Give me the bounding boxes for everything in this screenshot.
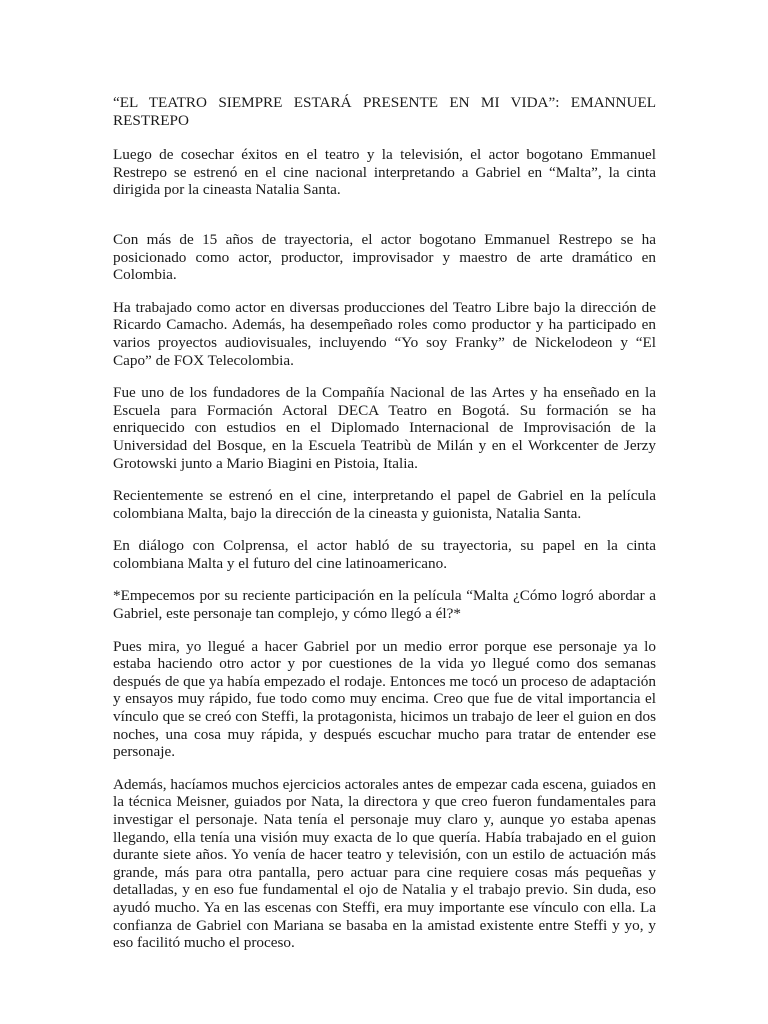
interview-answer: Además, hacíamos muchos ejercicios actorales antes de empezar cada escena, guiados en la técnica Meisner, guiados por Nata, la directora y que creo fueron fundamentales para investigar el personaje. Nata tenía el personaje muy claro y, aunque yo estaba apenas llegando, ella tenía una visión muy exacta de lo que quería. Había trabajado en el guion durante siete años. Yo venía de hacer teatro y televisión, con un estilo de actuación más grande, más para otra pantalla, pero actuar para cine requiere cosas más pequeñas y detalladas, y en eso fue fundamental el ojo de Natalia y el trabajo previo. Sin duda, eso ayudó mucho. Ya en las escenas con Steffi, era muy importante ese vínculo con ella. La confianza de Gabriel con Mariana se basaba en la amistad existente entre Steffi y yo, y eso facilitó mucho el proceso. — [113, 775, 656, 952]
interview-answer: Pues mira, yo llegué a hacer Gabriel por un medio error porque ese personaje ya lo estaba haciendo otro actor y por cuestiones de la vida yo llegué como dos semanas después de que ya había empezado el rodaje. Entonces me tocó un proceso de adaptación y ensayos muy rápido, fue todo como muy encima. Creo que fue de vital importancia el vínculo que se creó con Steffi, la protagonista, hicimos un trabajo de leer el guion en dos noches, una cosa muy rápida, y después escuchar mucho para tratar de entender ese personaje. — [113, 637, 656, 761]
body-paragraph: Con más de 15 años de trayectoria, el actor bogotano Emmanuel Restrepo se ha posicionado como actor, productor, improvisador y maestro de arte dramático en Colombia. — [113, 230, 656, 284]
body-paragraph: Recientemente se estrenó en el cine, interpretando el papel de Gabriel en la película colombiana Malta, bajo la dirección de la cineasta y guionista, Natalia Santa. — [113, 487, 656, 522]
body-paragraph: En diálogo con Colprensa, el actor habló de su trayectoria, su papel en la cinta colombiana Malta y el futuro del cine latinoamericano. — [113, 537, 656, 572]
body-paragraph: Ha trabajado como actor en diversas producciones del Teatro Libre bajo la dirección de Ricardo Camacho. Además, ha desempeñado roles como productor y ha participado en varios proyectos audiovisuales, incluyendo “Yo soy Franky” de Nickelodeon y “El Capo” de FOX Telecolombia. — [113, 298, 656, 369]
article-title: “EL TEATRO SIEMPRE ESTARÁ PRESENTE EN MI VIDA”: EMANNUEL RESTREPO — [113, 94, 656, 129]
lead-paragraph: Luego de cosechar éxitos en el teatro y la televisión, el actor bogotano Emmanuel Restrepo se estrenó en el cine nacional interpretando a Gabriel en “Malta”, la cinta dirigida por la cineasta Natalia Santa. — [113, 146, 656, 199]
interview-question: *Empecemos por su reciente participación en la película “Malta ¿Cómo logró abordar a Gabriel, este personaje tan complejo, y cómo llegó a él?* — [113, 587, 656, 623]
body-paragraph: Fue uno de los fundadores de la Compañía Nacional de las Artes y ha enseñado en la Escuela para Formación Actoral DECA Teatro en Bogotá. Su formación se ha enriquecido con estudios en el Diplomado Internacional de Improvisación de la Universidad del Bosque, en la Escuela Teatribù de Milán y en el Workcenter de Jerzy Grotowski junto a Mario Biagini en Pistoia, Italia. — [113, 384, 656, 472]
document-page — [113, 94, 656, 967]
